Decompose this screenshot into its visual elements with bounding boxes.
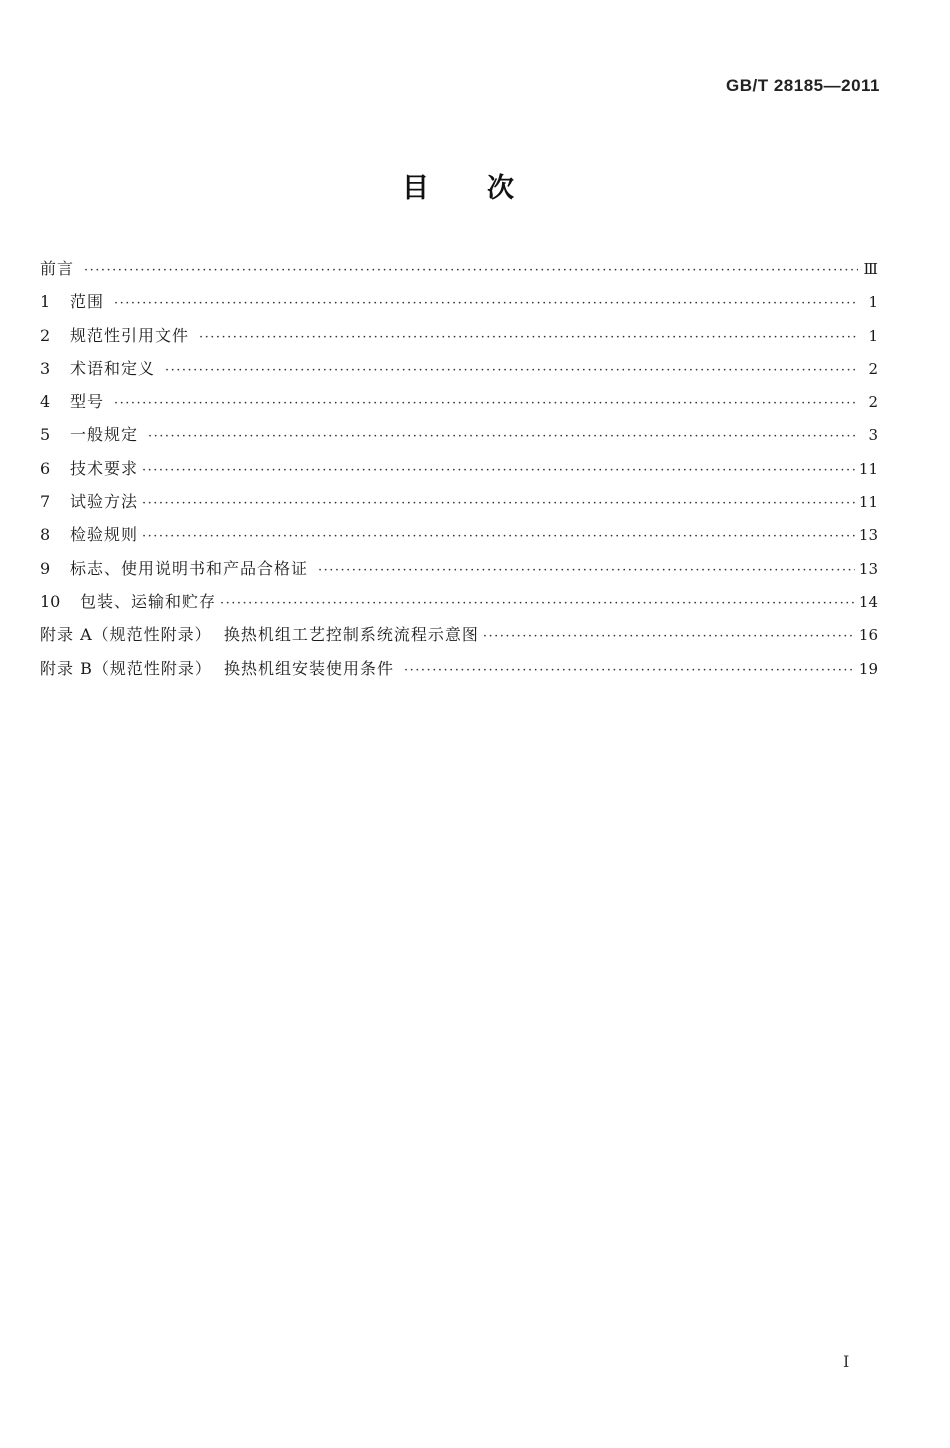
toc-entry-label: 前言 bbox=[40, 259, 75, 278]
toc-entry-label: 术语和定义 bbox=[70, 358, 156, 378]
toc-entry-label: 型号 bbox=[70, 392, 105, 412]
toc-entry-test-methods[interactable] bbox=[40, 485, 878, 518]
toc-entry-label: 检验规则 bbox=[70, 525, 139, 545]
toc-leader-dots bbox=[404, 654, 855, 687]
toc-leader-dots bbox=[148, 420, 858, 453]
toc-leader-dots bbox=[142, 454, 855, 487]
toc-entry-number: 7 bbox=[40, 492, 51, 512]
toc-entry-marking-manual-certificate[interactable] bbox=[40, 552, 878, 585]
toc-entry-technical-requirements[interactable] bbox=[40, 452, 878, 485]
toc-entry-scope[interactable] bbox=[40, 285, 878, 318]
toc-entry-annex-a[interactable] bbox=[40, 618, 878, 651]
toc-entry-page: 19 bbox=[858, 659, 878, 678]
toc-leader-dots bbox=[142, 520, 855, 553]
toc-entry-general-provisions[interactable] bbox=[40, 418, 878, 451]
toc-entry-number: 8 bbox=[40, 525, 51, 545]
toc-entry-page: 1 bbox=[868, 326, 878, 345]
toc-leader-dots bbox=[318, 554, 855, 587]
toc-entry-number: 2 bbox=[40, 325, 51, 345]
toc-entry-page: 16 bbox=[858, 626, 878, 645]
toc-entry-label: 规范性引用文件 bbox=[70, 325, 190, 345]
table-of-contents bbox=[40, 252, 878, 685]
toc-entry-foreword[interactable] bbox=[40, 252, 878, 285]
toc-leader-dots bbox=[142, 487, 855, 520]
toc-entry-label: 试验方法 bbox=[70, 492, 139, 512]
toc-entry-page: 13 bbox=[858, 559, 878, 578]
toc-entry-label: 技术要求 bbox=[70, 458, 139, 478]
toc-entry-page: 11 bbox=[858, 493, 878, 512]
standard-code: GB/T 28185—2011 bbox=[726, 76, 880, 95]
toc-entry-number: 10 bbox=[40, 591, 61, 611]
toc-leader-dots bbox=[483, 620, 855, 653]
toc-entry-label: 一般规定 bbox=[70, 425, 139, 445]
toc-leader-dots bbox=[165, 354, 858, 387]
toc-entry-page: 11 bbox=[858, 459, 878, 478]
toc-entry-label: 包装、运输和贮存 bbox=[80, 591, 217, 611]
title-char-1: 目 bbox=[402, 173, 429, 204]
toc-leader-dots bbox=[199, 321, 858, 354]
toc-entry-page: 14 bbox=[858, 592, 878, 611]
toc-entry-number: 4 bbox=[40, 392, 51, 412]
toc-entry-number: 5 bbox=[40, 425, 51, 445]
toc-leader-dots bbox=[220, 587, 855, 620]
toc-entry-packaging-transport-storage[interactable] bbox=[40, 585, 878, 618]
toc-entry-page: 1 bbox=[868, 293, 878, 312]
toc-entry-normative-references[interactable] bbox=[40, 319, 878, 352]
toc-entry-terms-definitions[interactable] bbox=[40, 352, 878, 385]
toc-entry-label: 标志、使用说明书和产品合格证 bbox=[70, 558, 309, 578]
title-char-2: 次 bbox=[487, 173, 514, 204]
toc-entry-label: 附录 B（规范性附录） 换热机组安装使用条件 bbox=[40, 658, 395, 678]
page-title bbox=[0, 166, 916, 205]
toc-entry-page: Ⅲ bbox=[863, 260, 878, 278]
toc-entry-page: 13 bbox=[858, 526, 878, 545]
toc-leader-dots bbox=[84, 254, 858, 287]
toc-leader-dots bbox=[114, 287, 858, 320]
page-number: I bbox=[843, 1352, 850, 1371]
toc-leader-dots bbox=[114, 387, 858, 420]
toc-entry-page: 2 bbox=[868, 359, 878, 378]
toc-entry-page: 3 bbox=[868, 426, 878, 445]
toc-entry-label: 附录 A（规范性附录） 换热机组工艺控制系统流程示意图 bbox=[40, 625, 479, 645]
toc-entry-number: 6 bbox=[40, 458, 51, 478]
toc-entry-model[interactable] bbox=[40, 385, 878, 418]
toc-entry-number: 3 bbox=[40, 358, 51, 378]
toc-entry-page: 2 bbox=[868, 393, 878, 412]
toc-entry-annex-b[interactable] bbox=[40, 652, 878, 685]
toc-entry-inspection-rules[interactable] bbox=[40, 518, 878, 551]
toc-entry-number: 1 bbox=[40, 292, 51, 312]
toc-entry-label: 范围 bbox=[70, 292, 105, 312]
toc-entry-number: 9 bbox=[40, 558, 51, 578]
